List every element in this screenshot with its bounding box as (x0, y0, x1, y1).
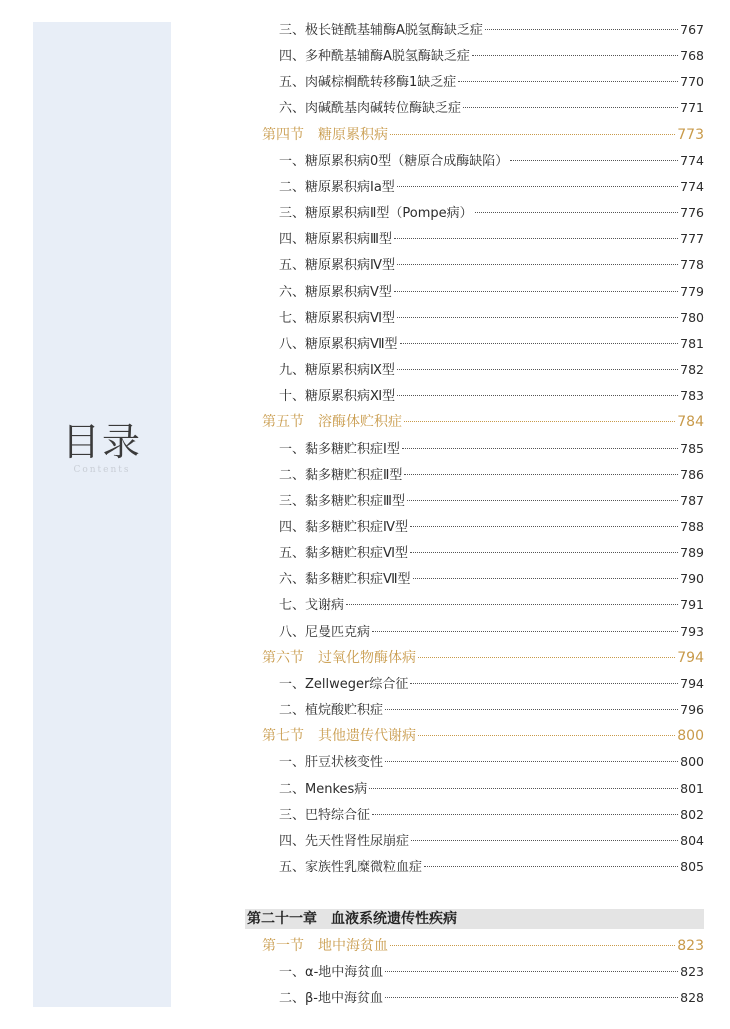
entry-title: 一、糖原累积病0型（糖原合成酶缺陷） (279, 153, 509, 169)
page-number: 804 (680, 832, 704, 848)
toc-entry[interactable] (262, 697, 704, 723)
page-number: 768 (680, 48, 704, 64)
dot-leader (404, 474, 678, 475)
page-number: 793 (680, 623, 704, 639)
toc-entry[interactable] (262, 43, 704, 69)
page-number: 785 (680, 440, 704, 456)
toc-entry[interactable] (262, 252, 704, 278)
toc-entry[interactable] (262, 331, 704, 357)
page-number: 770 (680, 74, 704, 90)
entry-title: 五、肉碱棕榈酰转移酶1缺乏症 (279, 75, 457, 91)
table-of-contents (247, 17, 704, 1012)
entry-title: 三、糖原累积病Ⅱ型（Pompe病） (279, 206, 473, 222)
toc-entry[interactable] (262, 305, 704, 331)
chapter-heading[interactable]: 第二十一章 血液系统遗传性疾病 (245, 909, 704, 929)
dot-leader (397, 264, 678, 265)
entry-title: 四、多种酰基辅酶A脱氢酶缺乏症 (279, 49, 470, 65)
entry-title: 二、黏多糖贮积症Ⅱ型 (279, 467, 403, 483)
entry-title: 十、糖原累积病Ⅺ型 (279, 389, 396, 405)
page-number: 823 (677, 938, 704, 955)
dot-leader (390, 945, 675, 946)
entry-title: 四、黏多糖贮积症Ⅳ型 (279, 519, 408, 535)
toc-section-entry[interactable] (262, 645, 704, 671)
page-number: 776 (680, 205, 704, 221)
entry-title: 四、先天性肾性尿崩症 (279, 833, 410, 849)
toc-entry[interactable] (262, 749, 704, 775)
dot-leader (475, 212, 678, 213)
dot-leader (418, 657, 675, 658)
entry-title: 第六节 过氧化物酶体病 (262, 649, 416, 666)
dot-leader (485, 29, 678, 30)
entry-title: 第一节 地中海贫血 (262, 938, 388, 955)
page-number: 780 (680, 309, 704, 325)
dot-leader (397, 186, 678, 187)
chapter-gap (262, 880, 704, 909)
entry-title: 八、尼曼匹克病 (279, 624, 371, 640)
toc-entry[interactable] (262, 383, 704, 409)
page-number: 781 (680, 335, 704, 351)
page-number: 801 (680, 780, 704, 796)
entry-title: 一、α-地中海贫血 (279, 965, 384, 981)
entry-title: 五、家族性乳糜微粒血症 (279, 860, 423, 875)
toc-entry[interactable] (262, 959, 704, 985)
page-number: 787 (680, 492, 704, 508)
toc-section-entry[interactable] (262, 933, 704, 959)
dot-leader (407, 500, 678, 501)
sidebar-panel (33, 22, 171, 1007)
toc-entry[interactable] (262, 514, 704, 540)
page-number: 790 (680, 571, 704, 587)
entry-title: 三、巴特综合征 (279, 807, 371, 823)
toc-entry[interactable] (262, 279, 704, 305)
toc-entry[interactable] (262, 802, 704, 828)
dot-leader (397, 317, 678, 318)
toc-entry[interactable] (262, 619, 704, 645)
entry-title: 三、黏多糖贮积症Ⅲ型 (279, 493, 405, 509)
toc-entry[interactable] (262, 148, 704, 174)
entry-title: 六、黏多糖贮积症Ⅶ型 (279, 572, 411, 588)
page-number: 788 (680, 518, 704, 534)
entry-title: 五、黏多糖贮积症Ⅵ型 (279, 546, 408, 562)
dot-leader (424, 866, 678, 867)
entry-title: 六、糖原累积病Ⅴ型 (279, 284, 392, 300)
page-number: 794 (680, 675, 704, 691)
entry-title: 六、肉碱酰基肉碱转位酶缺乏症 (279, 101, 462, 117)
page-number: 823 (680, 964, 704, 980)
dot-leader (400, 343, 679, 344)
toc-section-entry[interactable] (262, 409, 704, 435)
page-number: 782 (680, 362, 704, 378)
entry-title: 二、β-地中海贫血 (279, 991, 383, 1007)
dot-leader (397, 369, 678, 370)
page-number: 786 (680, 466, 704, 482)
toc-entry[interactable] (262, 200, 704, 226)
dot-leader (410, 683, 678, 684)
dot-leader (411, 840, 678, 841)
page-number: 767 (680, 22, 704, 37)
dot-leader (385, 709, 678, 710)
page-number: 777 (680, 231, 704, 247)
page-number: 794 (677, 649, 704, 666)
page-number: 828 (680, 990, 704, 1006)
page-number: 789 (680, 545, 704, 561)
page-number: 791 (680, 597, 704, 613)
entry-title: 五、糖原累积病Ⅳ型 (279, 258, 395, 274)
entry-title: 八、糖原累积病Ⅶ型 (279, 336, 398, 352)
page-number: 783 (680, 388, 704, 404)
entry-title: 第五节 溶酶体贮积症 (262, 414, 402, 431)
toc-entry[interactable] (262, 69, 704, 95)
page-number: 802 (680, 806, 704, 822)
toc-entry[interactable] (262, 592, 704, 618)
page-number: 800 (677, 728, 704, 745)
toc-subheading: Contents (73, 465, 131, 475)
toc-section-entry[interactable] (262, 122, 704, 148)
entry-title: 二、糖原累积病Ⅰa型 (279, 179, 395, 195)
toc-section-entry[interactable] (262, 723, 704, 749)
dot-leader (418, 735, 675, 736)
entry-title: 第七节 其他遗传代谢病 (262, 728, 416, 745)
entry-title: 二、植烷酸贮积症 (279, 703, 384, 719)
dot-leader (385, 761, 678, 762)
dot-leader (385, 997, 678, 998)
entry-title: 九、糖原累积病Ⅸ型 (279, 363, 395, 379)
toc-entry[interactable] (262, 462, 704, 488)
dot-leader (413, 578, 679, 579)
toc-entry[interactable] (262, 854, 704, 880)
toc-entry[interactable] (262, 776, 704, 802)
toc-entry[interactable] (262, 174, 704, 200)
entry-title: 七、糖原累积病Ⅵ型 (279, 310, 395, 326)
entry-title: 四、糖原累积病Ⅲ型 (279, 232, 392, 248)
dot-leader (472, 55, 678, 56)
dot-leader (458, 81, 678, 82)
dot-leader (369, 788, 678, 789)
toc-entry[interactable] (262, 357, 704, 383)
dot-leader (394, 291, 678, 292)
entry-title: 一、Zellweger综合征 (279, 676, 409, 692)
dot-leader (390, 134, 675, 135)
dot-leader (385, 971, 678, 972)
page-number: 778 (680, 257, 704, 273)
page-number: 796 (680, 702, 704, 718)
page-number: 771 (680, 100, 704, 116)
dot-leader (372, 814, 678, 815)
page-number: 774 (680, 178, 704, 194)
dot-leader (463, 107, 678, 108)
page-number: 773 (677, 126, 704, 143)
toc-entry[interactable] (262, 985, 704, 1011)
entry-title: 第四节 糖原累积病 (262, 126, 388, 143)
toc-list-top (262, 17, 704, 880)
toc-list-bottom (262, 933, 704, 1011)
dot-leader (397, 395, 678, 396)
dot-leader (404, 421, 675, 422)
page-number: 800 (680, 754, 704, 770)
toc-entry[interactable] (262, 226, 704, 252)
dot-leader (402, 448, 678, 449)
toc-entry[interactable] (262, 566, 704, 592)
entry-title: 一、黏多糖贮积症Ⅰ型 (279, 441, 400, 457)
toc-entry[interactable] (262, 95, 704, 121)
toc-entry[interactable] (262, 436, 704, 462)
page-number: 774 (680, 152, 704, 168)
toc-entry[interactable] (262, 540, 704, 566)
entry-title: 七、戈谢病 (279, 598, 345, 614)
dot-leader (346, 604, 678, 605)
toc-entry[interactable] (262, 488, 704, 514)
page-number: 779 (680, 283, 704, 299)
page-number: 784 (677, 414, 704, 431)
dot-leader (372, 631, 678, 632)
entry-title: 二、Menkes病 (279, 781, 368, 797)
toc-heading: 目录 (61, 420, 142, 464)
entry-title: 三、极长链酰基辅酶A脱氢酶缺乏症 (279, 23, 483, 38)
page-number: 805 (680, 859, 704, 874)
dot-leader (510, 160, 678, 161)
dot-leader (410, 552, 678, 553)
entry-title: 一、肝豆状核变性 (279, 755, 384, 771)
dot-leader (394, 238, 678, 239)
toc-entry[interactable] (262, 671, 704, 697)
toc-entry[interactable] (262, 17, 704, 43)
toc-entry[interactable] (262, 828, 704, 854)
dot-leader (410, 526, 678, 527)
